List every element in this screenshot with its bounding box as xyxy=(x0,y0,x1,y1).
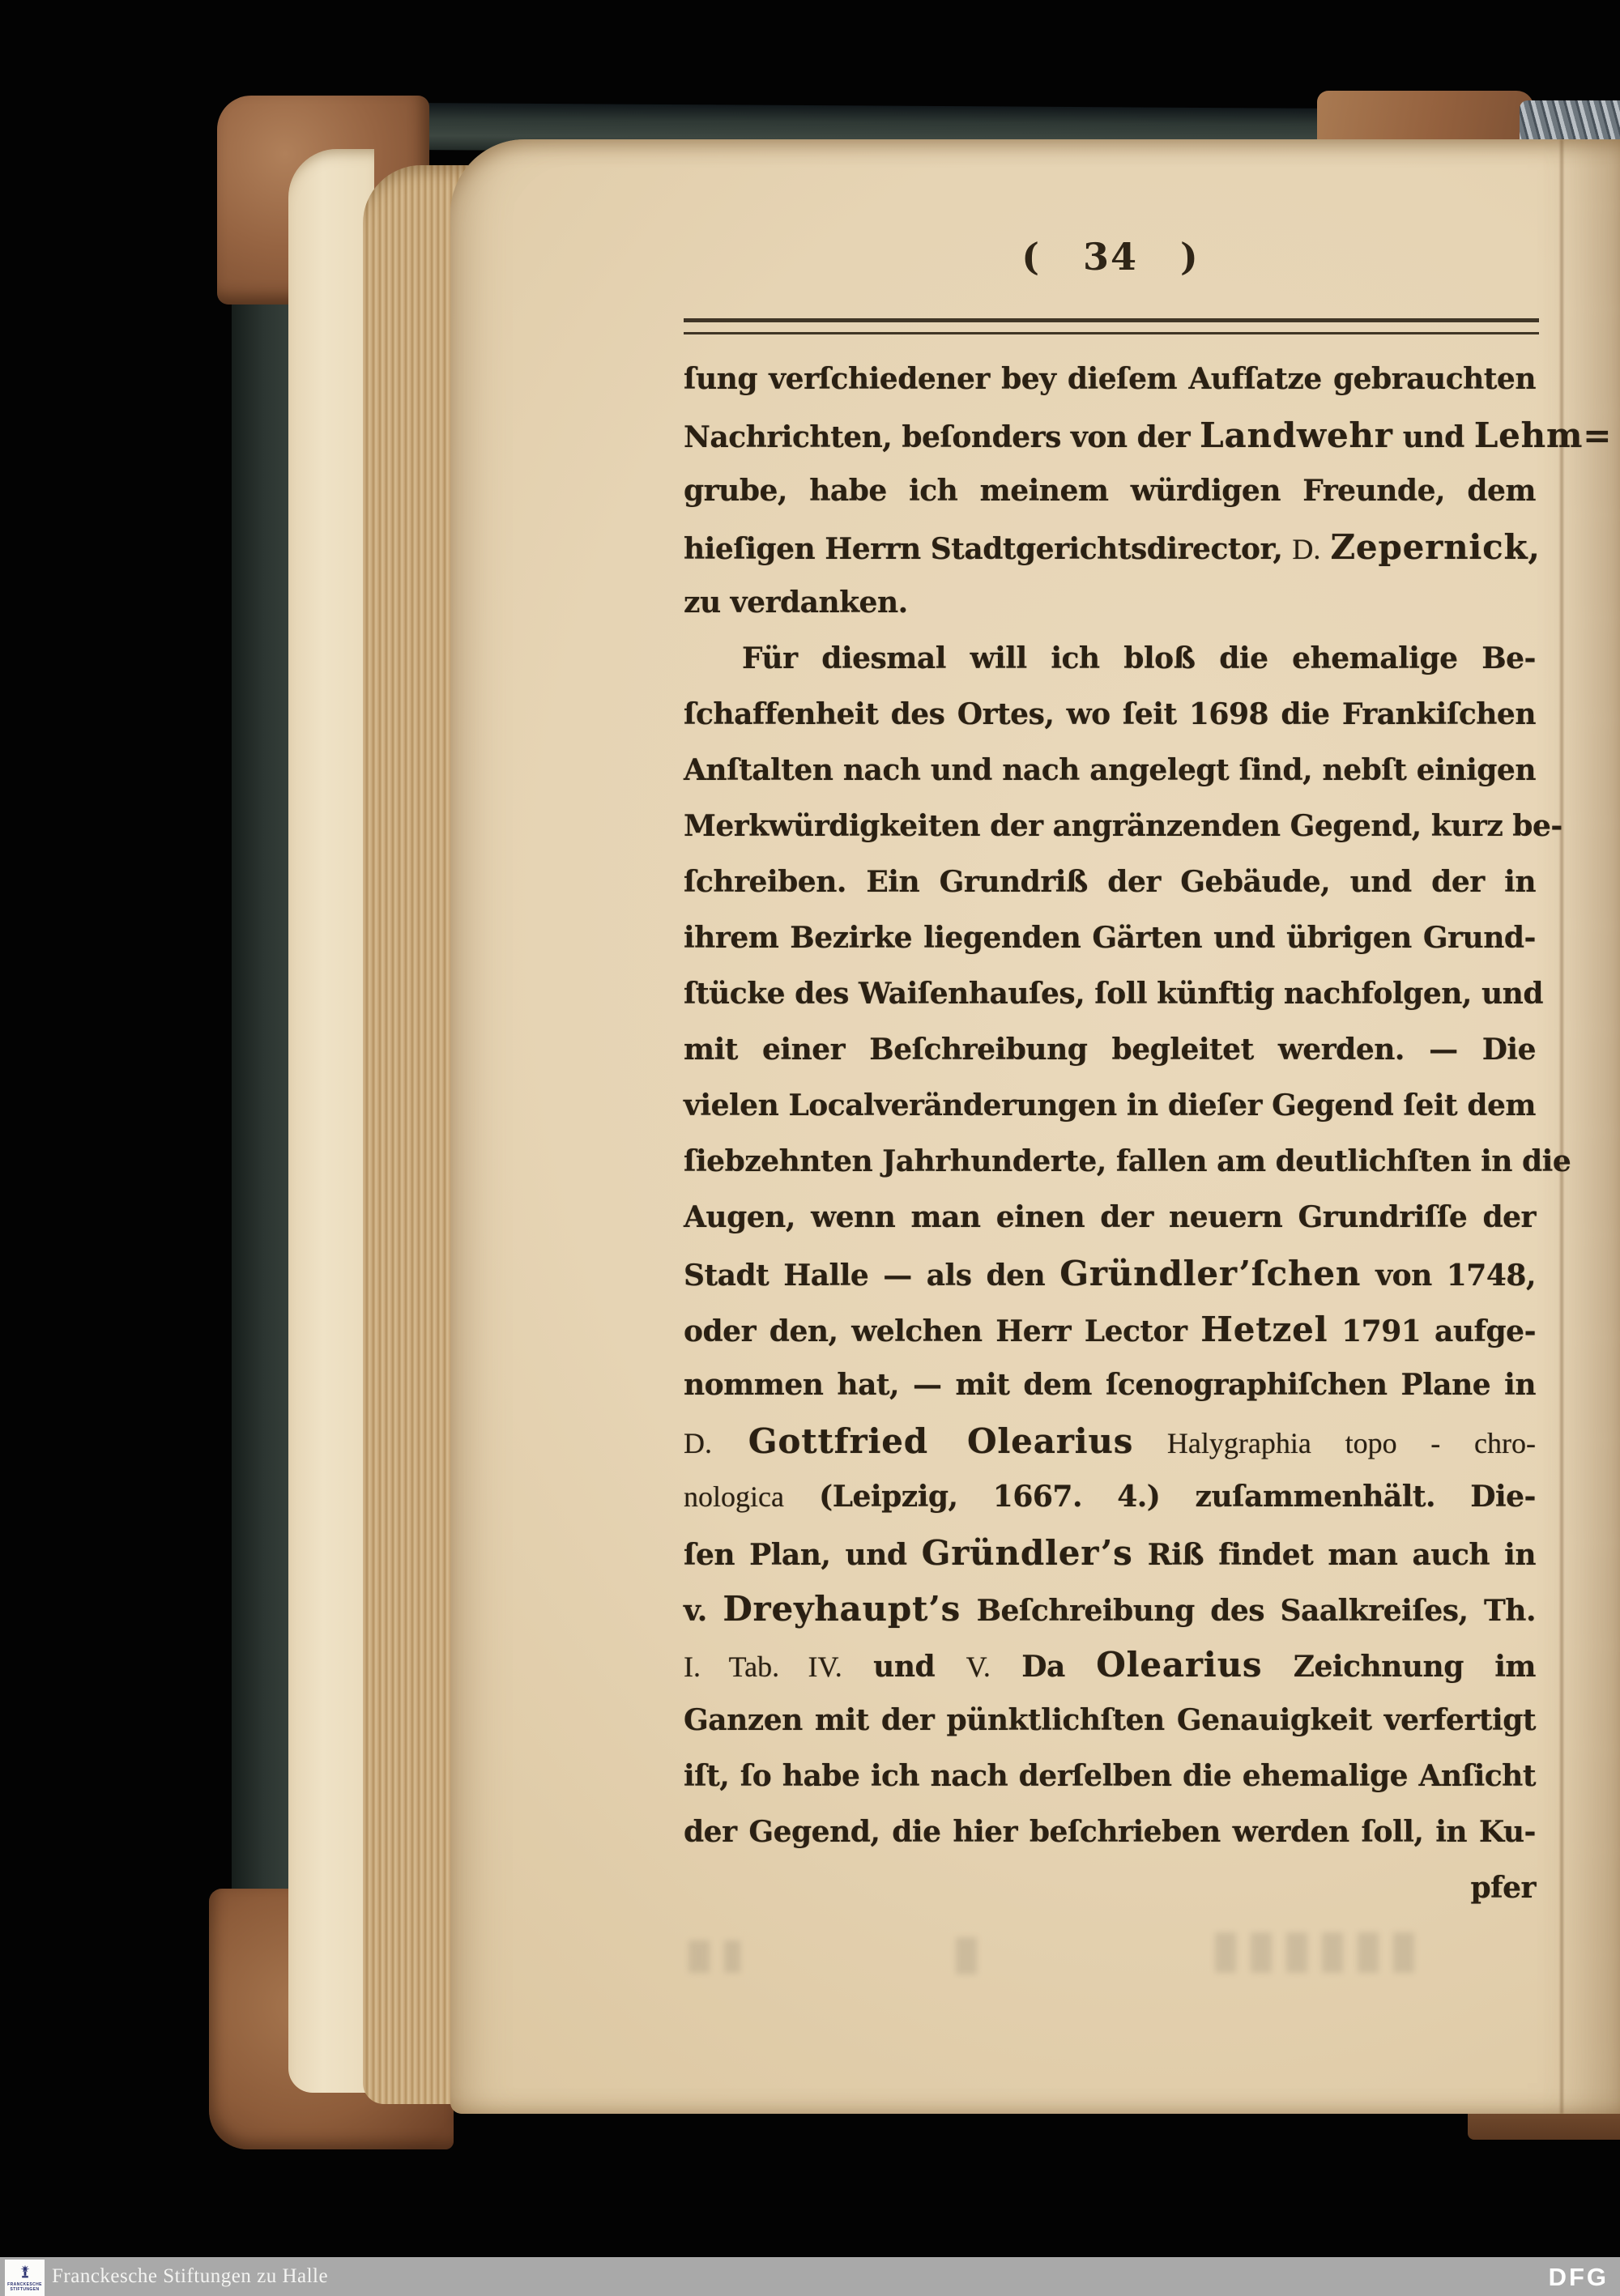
text-line xyxy=(684,1413,1536,1469)
fraktur-text: ihrem Bezirke liegenden Gärten und übrigen Grund- xyxy=(684,921,1536,955)
text-line xyxy=(684,1581,1536,1637)
text-line xyxy=(684,1693,1536,1749)
text-line xyxy=(684,1022,1536,1078)
fraktur-text: (Leipzig, 1667. 4.) zuſammenhält. Die- xyxy=(783,1480,1536,1514)
emphasized-text: Landwehr xyxy=(1200,415,1393,455)
antiqua-text: V. xyxy=(966,1651,991,1683)
text-line xyxy=(684,854,1536,910)
fraktur-text: Anſtalten nach und nach angelegt ſind, nebſt einigen xyxy=(684,753,1536,787)
fraktur-text: hieſigen Herrn Stadtgerichtsdirector, xyxy=(684,532,1293,566)
text-line xyxy=(684,1301,1536,1357)
antiqua-text: I. Tab. IV. xyxy=(684,1651,842,1683)
antiqua-text: D. xyxy=(684,1427,712,1459)
fraktur-text: der Gegend, die hier beſchrieben werden ſoll, in Ku- xyxy=(684,1815,1536,1849)
franckesche-logo-icon xyxy=(17,2264,33,2282)
antiqua-text: Halygraphia topo - chro- xyxy=(1133,1427,1536,1459)
fraktur-text: v. xyxy=(684,1594,723,1628)
ink-bleedthrough xyxy=(688,1940,740,1973)
text-line xyxy=(684,1525,1536,1581)
page-number: ( 34 ) xyxy=(1021,235,1200,279)
fraktur-text: Da xyxy=(990,1650,1097,1684)
fraktur-text: nommen hat, — mit dem ſcenographiſchen Plane in xyxy=(684,1368,1536,1402)
text-line xyxy=(684,1469,1536,1525)
fraktur-text: iſt, ſo habe ich nach derſelben die ehemalige Anſicht xyxy=(684,1759,1536,1793)
text-line xyxy=(684,1860,1536,1916)
franckesche-logo-text-line2: STIFTUNGEN xyxy=(10,2286,40,2292)
text-line xyxy=(684,575,1536,631)
text-line xyxy=(684,1190,1536,1246)
fraktur-text: Riß findet man auch in xyxy=(1132,1538,1536,1572)
emphasized-text: Hetzel xyxy=(1200,1310,1328,1349)
ink-bleedthrough xyxy=(1215,1932,1427,1973)
text-line xyxy=(684,1246,1536,1301)
fraktur-text: ſtücke des Waiſenhauſes, ſoll künftig nachfolgen, und xyxy=(684,977,1544,1011)
text-line xyxy=(684,910,1536,966)
library-name-label: Franckesche Stiftungen zu Halle xyxy=(52,2265,329,2287)
fraktur-text: von 1748, xyxy=(1361,1259,1536,1293)
emphasized-text: Gründler’ſchen xyxy=(1059,1254,1362,1293)
fraktur-text: ſung verſchiedener bey dieſem Aufſatze gebrauchten xyxy=(684,362,1536,396)
fraktur-text: ſiebzehnten Jahrhunderte, fallen am deutlichſten in die xyxy=(684,1144,1571,1178)
fraktur-text: Stadt Halle — als den xyxy=(684,1259,1060,1293)
fraktur-text xyxy=(1320,532,1330,566)
antiqua-text: D. xyxy=(1292,533,1321,565)
fraktur-text: vielen Localveränderungen in dieſer Gegend ſeit dem xyxy=(684,1088,1536,1122)
fraktur-text: Ganzen mit der pünktlichſten Genauigkeit verfertigt xyxy=(684,1703,1536,1737)
header-double-rule xyxy=(684,318,1539,334)
fraktur-text: und xyxy=(842,1650,966,1684)
text-line xyxy=(684,351,1536,407)
emphasized-text: Olearius xyxy=(1096,1645,1263,1685)
flyleaf-edge xyxy=(288,149,374,2093)
text-line xyxy=(684,1357,1536,1413)
digitisation-footer-bar xyxy=(0,2257,1620,2296)
fraktur-text: oder den, welchen Herr Lector xyxy=(684,1314,1201,1348)
franckesche-logo-box xyxy=(5,2260,45,2296)
dfg-logo: DFG xyxy=(1548,2263,1609,2291)
fraktur-text: Augen, wenn man einen der neuern Grundriſſe der xyxy=(684,1200,1536,1234)
text-line xyxy=(684,1637,1536,1693)
book-page xyxy=(450,139,1620,2114)
text-line xyxy=(684,407,1613,463)
fraktur-text xyxy=(712,1426,748,1460)
fraktur-text: grube, habe ich meinem würdigen Freunde, dem xyxy=(684,474,1536,508)
text-line xyxy=(684,1078,1536,1134)
fraktur-text: mit einer Beſchreibung begleitet werden. — Die xyxy=(684,1033,1536,1067)
fraktur-text: pfer xyxy=(1470,1871,1536,1905)
text-line xyxy=(684,631,1536,687)
fraktur-text: ſen Plan, und xyxy=(684,1538,922,1572)
fraktur-text: zu verdanken. xyxy=(684,586,908,620)
text-line xyxy=(684,966,1544,1022)
emphasized-text: Gottfried Olearius xyxy=(748,1421,1134,1461)
text-line xyxy=(684,743,1536,799)
fraktur-text: Nachrichten, beſonders von der xyxy=(684,420,1200,454)
fraktur-text: ſchreiben. Ein Grundriß der Gebäude, und der in xyxy=(684,865,1536,899)
fraktur-text: Zeichnung im xyxy=(1262,1650,1536,1684)
emphasized-text: Dreyhaupt’s xyxy=(723,1589,961,1629)
antiqua-text: nologica xyxy=(684,1480,784,1513)
ink-bleedthrough xyxy=(956,1937,983,1974)
fraktur-text: ſchaffenheit des Ortes, wo ſeit 1698 die Frankiſchen xyxy=(684,697,1536,731)
fraktur-text: Für diesmal will ich bloß die ehemalige Be- xyxy=(742,641,1536,675)
franckesche-logo-text-line1: FRANCKESCHE xyxy=(7,2281,42,2287)
fraktur-text: Beſchreibung des Saalkreiſes, Th. xyxy=(961,1594,1536,1628)
fraktur-text: und xyxy=(1392,420,1474,454)
text-line xyxy=(684,687,1536,743)
text-line xyxy=(684,519,1541,575)
text-line xyxy=(684,1134,1571,1190)
fraktur-text: 1791 aufge- xyxy=(1328,1314,1537,1348)
page-text xyxy=(684,351,1613,1916)
text-line xyxy=(684,1749,1536,1804)
emphasized-text: Zepernick, xyxy=(1330,527,1541,567)
text-line xyxy=(684,463,1536,519)
emphasized-text: Lehm= xyxy=(1473,415,1613,455)
text-line xyxy=(684,799,1562,854)
fraktur-text: Merkwürdigkeiten der angränzenden Gegend, kurz be- xyxy=(684,809,1562,843)
text-line xyxy=(684,1804,1536,1860)
emphasized-text: Gründler’s xyxy=(921,1533,1133,1573)
